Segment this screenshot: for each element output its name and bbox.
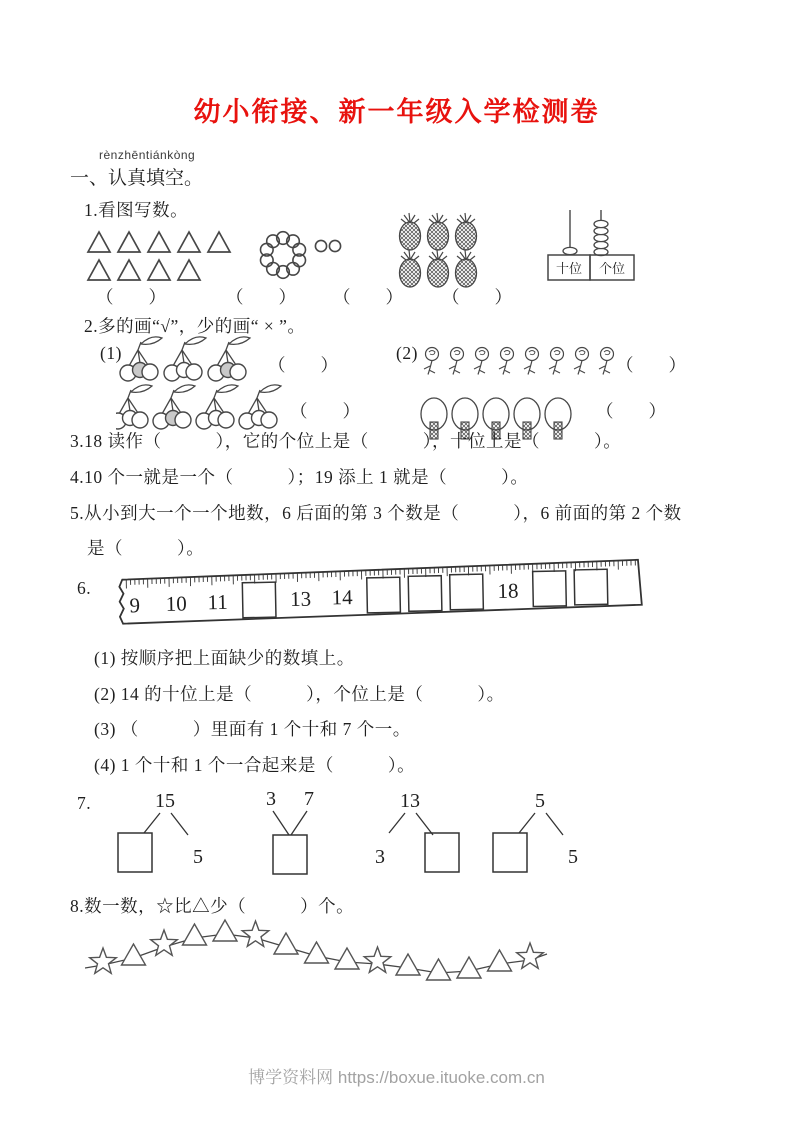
rose-swirl [579,351,585,355]
cherry-leaf [260,385,281,393]
rose-stem [578,361,582,375]
q2-part2-label: (2) [396,343,418,363]
bond-bottom-number: 3 [375,846,385,868]
bond-line [144,813,160,833]
bond-bottom-number: 5 [193,846,203,868]
bond-top-number: 7 [304,788,314,810]
rose-stem [553,361,557,375]
star-shape [364,947,391,972]
rose-swirl [604,351,610,355]
q8-label: 8.数一数，☆比△少（ ）个。 [70,896,355,916]
rose-swirl [529,351,535,355]
cherry-leaf [185,337,206,345]
rose-swirl [429,351,435,355]
missing-number-box [574,569,608,605]
cherry-fruit [261,412,277,428]
cherry-fruit [230,364,246,380]
star-shape [517,943,544,968]
bond-answer-box [493,833,527,872]
bond-line [273,811,289,835]
cherry-leaf [141,337,162,345]
q1-pictures [80,208,740,304]
page-title: 幼小衔接、新一年级入学检测卷 [193,97,600,127]
bond-line [546,813,563,835]
triangle-shape [305,942,329,963]
ruler-number: 13 [289,586,312,612]
missing-number-box [367,577,401,613]
abacus-tens-label: 十位 [555,261,583,276]
q6-ruler-picture [96,549,655,642]
rose-head [551,348,564,361]
q6-sub-2: (2) 14 的十位上是（ ），个位上是（ ）。 [94,684,505,704]
rose-head [426,348,439,361]
cherry-fruit [132,412,148,428]
rose-head [601,348,614,361]
rose-swirl [454,351,460,355]
rose-stem [478,361,482,375]
triangle-shape [457,957,481,978]
rose-stem [503,361,507,375]
pineapple-icon [400,222,421,250]
pineapple-icon [456,259,477,287]
abacus-bead [594,220,608,227]
triangle-shape [183,924,207,945]
triangle-shape [335,948,359,969]
abacus-bead [594,227,608,234]
q1-answer-blank-1: （ ） [96,287,166,307]
q6-label: 6. [77,578,92,598]
triangle-shape [208,232,230,252]
q1-answer-blank-3: （ ） [333,287,403,307]
ruler-number: 9 [129,593,141,618]
bond-line [519,813,535,833]
star-shape [242,921,269,946]
q6-sub-4: (4) 1 个十和 1 个一合起来是（ ）。 [94,755,416,775]
q5-text-line2: 是（ ）。 [87,538,205,558]
bond-answer-box [425,833,459,872]
triangle-shape [178,260,200,280]
circle-shape [315,240,326,251]
rose-head [526,348,539,361]
triangle-shape [178,232,200,252]
missing-number-box [242,582,276,618]
bond-answer-box [273,835,307,874]
q3-text: 3.18 读作（ ），它的个位上是（ ），十位上是（ ）。 [70,431,622,451]
q8-star-triangle-chain-picture [85,912,555,1000]
triangle-shape [148,232,170,252]
rose-swirl [479,351,485,355]
pineapple-icon [456,222,477,250]
q6-sub-3: (3) （ ）里面有 1 个十和 7 个一。 [94,719,411,739]
q2-p1-blank-2: （ ） [290,401,360,421]
bond-answer-box [118,833,152,872]
cherry-leaf [229,337,250,345]
bond-line [416,813,433,835]
star-shape [151,930,178,955]
rose-stem [453,361,457,375]
abacus-ones-label: 个位 [598,261,626,276]
missing-number-box [450,574,484,610]
cherry-fruit [175,412,191,428]
missing-number-box [408,576,442,612]
q1-answer-blank-4: （ ） [442,287,512,307]
q7-label: 7. [77,793,92,813]
bond-top-number: 15 [155,790,175,812]
q1-label: 1.看图写数。 [84,200,189,220]
rose-stem [603,361,607,375]
triangle-shape [118,260,140,280]
triangle-shape [396,954,420,975]
ruler-number: 10 [165,591,187,616]
ruler-body [119,560,642,624]
cherry-fruit [218,412,234,428]
abacus-bead [594,241,608,248]
rose-head [576,348,589,361]
q4-text: 4.10 个一就是一个（ ）；19 添上 1 就是（ ）。 [70,467,529,487]
bond-line [171,813,188,835]
pineapple-icon [428,222,449,250]
rose-head [501,348,514,361]
bond-line [389,813,405,833]
bond-bottom-number: 5 [568,846,578,868]
triangle-shape [88,232,110,252]
rose-stem [428,361,432,375]
triangle-shape [148,260,170,280]
bond-top-number: 5 [535,790,545,812]
pineapple-icon [400,259,421,287]
cherry-fruit [186,364,202,380]
triangle-shape [488,950,512,971]
triangle-shape [274,933,298,954]
rose-swirl [554,351,560,355]
section-pinyin: rènzhēntiánkòng [99,148,196,162]
rose-head [476,348,489,361]
q2-part1-label: (1) [100,343,122,363]
q2-p2-blank-2: （ ） [596,401,666,421]
circle-shape [329,240,340,251]
rose-head [451,348,464,361]
q5-text-line1: 5.从小到大一个一个地数，6 后面的第 3 个数是（ ），6 前面的第 2 个数 [70,503,682,523]
pineapple-icon [428,259,449,287]
missing-number-box [533,571,567,607]
section-heading: 一、认真填空。 [70,168,204,189]
ruler-number: 14 [331,585,353,610]
q2-p2-blank-1: （ ） [616,355,686,375]
triangle-shape [213,920,237,941]
rose-swirl [504,351,510,355]
footer-site-link[interactable]: 博学资料网 https://boxue.ituoke.com.cn [248,1068,545,1087]
triangle-shape [118,232,140,252]
ruler-number: 11 [207,589,229,615]
q7-number-bonds-picture [70,785,630,887]
star-shape [90,948,117,973]
ruler-number: 18 [497,578,519,604]
bond-line [291,811,307,835]
bond-top-number: 3 [266,788,276,810]
q2-p1-blank-1: （ ） [268,355,338,375]
cherry-leaf [131,385,152,393]
abacus-bead [563,247,577,254]
triangle-shape [427,959,451,980]
triangle-shape [88,260,110,280]
cherry-leaf [217,385,238,393]
cherry-fruit [142,364,158,380]
q2-label: 2.多的画“√”，少的画“ × ”。 [84,316,306,336]
q6-sub-1: (1) 按顺序把上面缺少的数填上。 [94,648,355,668]
bond-top-number: 13 [400,790,420,812]
abacus-bead [594,234,608,241]
rose-stem [528,361,532,375]
cherry-leaf [174,385,195,393]
q1-answer-blank-2: （ ） [226,287,296,307]
